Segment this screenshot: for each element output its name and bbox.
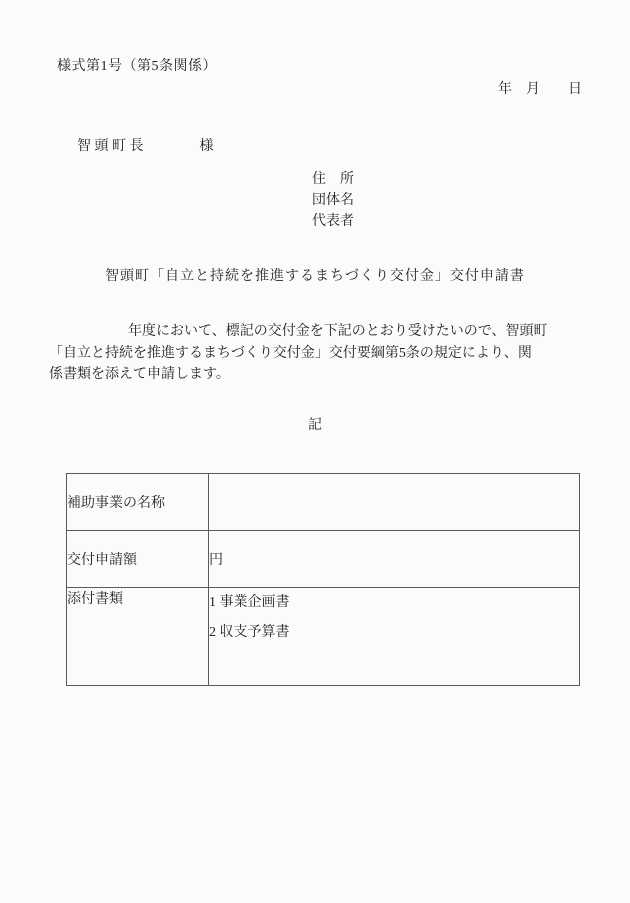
project-name-value <box>209 474 580 531</box>
table-row-grant-amount <box>67 531 580 588</box>
sender-organization-label: 団体名 <box>312 193 354 208</box>
grant-amount-value: 円 <box>209 531 580 588</box>
attachment-item-2: 2 収支予算書 <box>209 625 290 640</box>
sender-representative-label: 代表者 <box>312 214 354 229</box>
table-row-project-name <box>67 474 580 531</box>
attachments-value <box>209 588 580 686</box>
project-name-label: 補助事業の名称 <box>67 474 209 531</box>
attachments-label: 添付書類 <box>67 588 209 686</box>
document-title: 智頭町「自立と持続を推進するまちづくり交付金」交付申請書 <box>105 269 525 284</box>
body-line-1: 年度において、標記の交付金を下記のとおり受けたいので、智頭町 <box>128 324 548 339</box>
body-line-2: 「自立と持続を推進するまちづくり交付金」交付要綱第5条の規定により、関 <box>49 345 532 361</box>
sender-block <box>312 169 354 232</box>
sender-address-label: 住 所 <box>312 172 354 187</box>
form-number: 様式第1号（第5条関係） <box>57 59 217 74</box>
date-line: 年 月 日 <box>498 82 582 97</box>
ki-marker: 記 <box>308 418 322 433</box>
addressee-line: 智 頭 町 長 様 <box>77 139 214 154</box>
body-line-3: 係書類を添えて申請します。 <box>49 367 230 382</box>
grant-amount-label: 交付申請額 <box>67 531 209 588</box>
body-paragraph <box>49 321 551 386</box>
application-table <box>66 473 580 686</box>
attachment-item-1: 1 事業企画書 <box>209 595 290 610</box>
table-row-attachments <box>67 588 580 686</box>
